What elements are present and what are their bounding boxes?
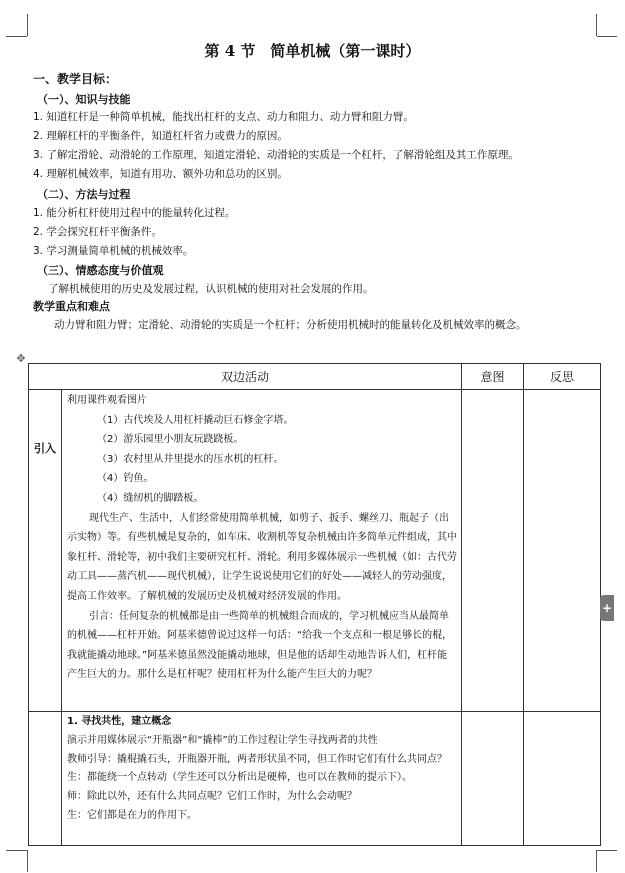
method-item: 2. 学会探究杠杆平衡条件。 bbox=[33, 226, 162, 238]
activity-line: 演示并用媒体展示“开瓶器”和“撬棒”的工作过程让学生寻找两者的共性 bbox=[67, 734, 378, 746]
method-item: 1. 能分析杠杆使用过程中的能量转化过程。 bbox=[33, 207, 236, 219]
activity-paragraph: 引言：任何复杂的机械都是由一些简单的机械组合而成的，学习机械应当从最简单的机械——杠杆开始。阿基米德曾说过这样一句话：“给我一个支点和一根足够长的棍，我就能撬动地球。”阿基米德虽然没能撬动地球，但是他的话却生动地告诉人们，杠杆能产生巨大的力。那什么是杠杆呢？使用杠杆为什么能产生巨大的力呢？ bbox=[67, 610, 453, 681]
method-heading: （二）、方法与过程 bbox=[37, 188, 131, 201]
crop-mark bbox=[27, 850, 28, 872]
method-item: 3. 学习测量简单机械的机械效率。 bbox=[33, 245, 194, 257]
attitude-heading: （三）、情感态度与价值观 bbox=[37, 264, 164, 277]
row-label bbox=[29, 390, 62, 712]
crop-mark bbox=[6, 850, 27, 851]
intent-cell[interactable] bbox=[462, 390, 524, 712]
activity-cell[interactable] bbox=[62, 712, 462, 846]
activity-line: （4）钓鱼。 bbox=[97, 473, 154, 485]
lesson-table bbox=[28, 363, 601, 846]
activity-line: （2）游乐园里小朋友玩跷跷板。 bbox=[97, 434, 244, 446]
knowledge-heading: （一）、知识与技能 bbox=[37, 93, 131, 106]
knowledge-item: 4. 理解机械效率，知道有用功、额外功和总功的区别。 bbox=[33, 168, 288, 180]
knowledge-item: 3. 了解定滑轮、动滑轮的工作原理，知道定滑轮、动滑轮的实质是一个杠杆，了解滑轮组及其工作原理。 bbox=[33, 149, 519, 161]
activity-heading: 1. 寻找共性，建立概念 bbox=[67, 716, 172, 727]
reflection-cell[interactable] bbox=[524, 712, 601, 846]
activity-line: 师：除此以外，还有什么共同点呢？它们工作时，为什么会动呢？ bbox=[67, 791, 357, 803]
header-intent: 意图 bbox=[462, 364, 524, 390]
activity-line: 生：都能绕一个点转动（学生还可以分析出是硬棒，也可以在教师的提示下）。 bbox=[67, 772, 412, 784]
intent-cell[interactable] bbox=[462, 712, 524, 846]
row-label-text: 引入 bbox=[34, 442, 56, 455]
move-icon[interactable]: ✥ bbox=[16, 352, 26, 365]
header-activity: 双边活动 bbox=[29, 364, 462, 390]
table-row bbox=[29, 390, 601, 712]
crop-mark bbox=[27, 14, 28, 36]
activity-line: （3）农村里从井里提水的压水机的杠杆。 bbox=[97, 453, 284, 465]
activity-line: （1）古代埃及人用杠杆撬动巨石修金字塔。 bbox=[97, 414, 294, 426]
activity-line: 教师引导：撬棍撬石头，开瓶器开瓶，两者形状虽不同，但工作时它们有什么共同点？ bbox=[67, 753, 447, 765]
reflection-cell[interactable] bbox=[524, 390, 601, 712]
header-reflection: 反思 bbox=[524, 364, 601, 390]
activity-cell[interactable] bbox=[62, 390, 462, 712]
crop-mark bbox=[596, 850, 597, 872]
knowledge-item: 2. 理解杠杆的平衡条件，知道杠杆省力或费力的原因。 bbox=[33, 130, 288, 142]
crop-mark bbox=[597, 850, 617, 851]
crop-mark bbox=[6, 36, 27, 37]
activity-line: 生：它们都是在力的作用下。 bbox=[67, 809, 197, 821]
key-points-heading: 教学重点和难点 bbox=[33, 300, 110, 313]
plus-icon[interactable]: + bbox=[600, 595, 614, 621]
table-header-row bbox=[29, 364, 601, 390]
activity-paragraph: 现代生产、生活中，人们经常使用简单机械，如剪子、扳手、螺丝刀、瓶起子（出示实物）等。有些机械是复杂的，如车床、收割机等复杂机械由许多简单元件组成，其中象杠杆、滑轮等，初中我们主要研究杠杆、滑轮。利用多媒体展示一些机械（如：古代劳动工具——蒸汽机——现代机械），让学生说说使用它们的好处——减轻人的劳动强度，提高工作效率。了解机械的发展历史及机械对经济发展的作用。 bbox=[67, 512, 457, 602]
objectives-heading: 一、教学目标： bbox=[33, 72, 118, 86]
crop-mark bbox=[596, 14, 597, 36]
knowledge-item: 1. 知道杠杆是一种简单机械，能找出杠杆的支点、动力和阻力、动力臂和阻力臂。 bbox=[33, 111, 414, 123]
activity-line: 利用课件观看图片 bbox=[67, 395, 147, 406]
crop-mark bbox=[597, 36, 617, 37]
page-title: 第 4 节 简单机械（第一课时） bbox=[204, 42, 421, 60]
activity-line: （4）缝纫机的脚踏板。 bbox=[97, 492, 204, 504]
attitude-text: 了解机械使用的历史及发展过程，认识机械的使用对社会发展的作用。 bbox=[48, 283, 374, 295]
table-row bbox=[29, 712, 601, 846]
key-points-text: 动力臂和阻力臂；定滑轮、动滑轮的实质是一个杠杆；分析使用机械时的能量转化及机械效率的概念。 bbox=[54, 319, 527, 331]
row-label bbox=[29, 712, 62, 846]
